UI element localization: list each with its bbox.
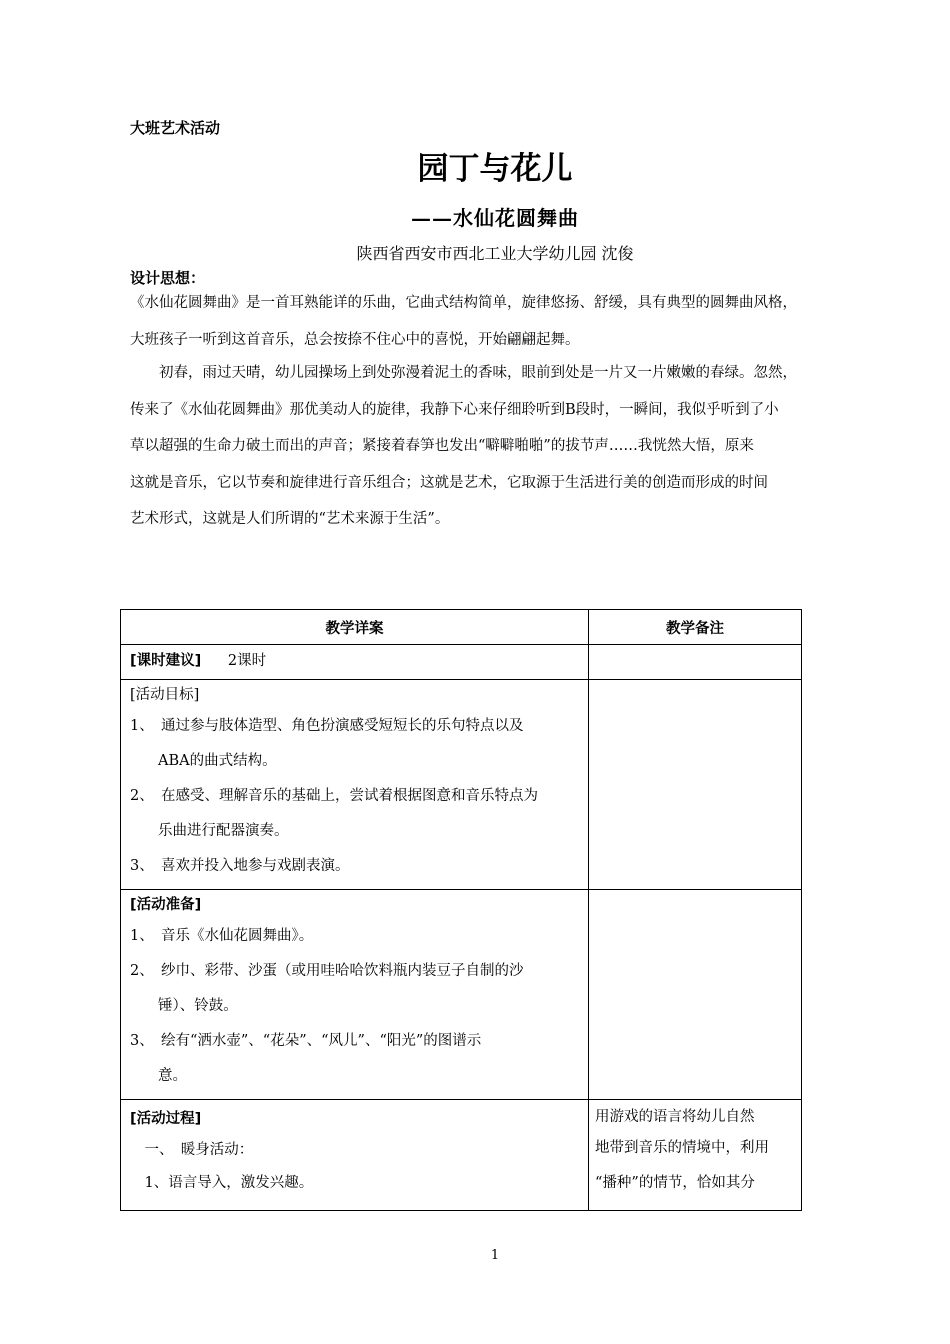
paragraph-line: 传来了《水仙花圆舞曲》那优美动人的旋律，我静下心来仔细聆听到B段时，一瞬间，我似乎听到了小 [130,401,779,418]
paragraph-line: 艺术形式，这就是人们所谓的“艺术来源于生活”。 [130,511,450,527]
list-item: 锤）、铃鼓。 [158,998,238,1014]
column-header-detail: 教学详案 [121,610,589,645]
paragraph-line: 初春，雨过天晴，幼儿园操场上到处弥漫着泥土的香味，眼前到处是一片又一片嫩嫩的春绿。忽然， [130,365,797,381]
preparation-label: [活动准备] [130,897,202,913]
list-item: ABA的曲式结构。 [158,753,277,769]
page-number: 1 [490,1248,500,1263]
objectives-note-cell [589,680,802,890]
process-cell [121,1100,589,1211]
objectives-label: [活动目标] [130,687,200,703]
list-item: 2、 纱巾、彩带、沙蛋（或用哇哈哈饮料瓶内装豆子自制的沙 [130,963,524,979]
list-item: 1、语言导入，激发兴趣。 [130,1175,314,1191]
paragraph-line: 草以超强的生命力破土而出的声音；紧接着春笋也发出“噼噼啪啪”的拔节声……我恍然大悟，原来 [130,438,754,454]
lesson-plan-table [120,609,802,1211]
hours-cell [121,645,589,680]
preparation-cell [121,890,589,1100]
preparation-note-cell [589,890,802,1100]
page-subtitle: ——水仙花圆舞曲 [411,206,579,230]
table-row-hours [121,645,802,680]
list-item: 1、 音乐《水仙花圆舞曲》。 [130,928,314,944]
design-heading: 设计思想： [130,269,206,287]
table-row-objectives [121,680,802,890]
note-line: “播种”的情节，恰如其分 [595,1175,755,1191]
paragraph-line: 这就是音乐，它以节奏和旋律进行音乐组合；这就是艺术，它取源于生活进行美的创造而形成的时间 [130,474,768,491]
page-title: 园丁与花儿 [417,151,573,187]
list-item: 1、 通过参与肢体造型、角色扮演感受短短长的乐句特点以及 [130,718,524,734]
objectives-cell [121,680,589,890]
paragraph-line: 《水仙花圆舞曲》是一首耳熟能详的乐曲，它曲式结构简单，旋律悠扬、舒缓，具有典型的圆舞曲风格， [130,295,797,311]
process-note-cell [589,1100,802,1211]
list-item: 乐曲进行配器演奏。 [158,823,289,839]
hours-label: [课时建议] [130,653,202,669]
table-row-process [121,1100,802,1211]
hours-value: 2课时 [227,653,267,669]
list-item: 2、 在感受、理解音乐的基础上，尝试着根据图意和音乐特点为 [130,788,538,804]
activity-category: 大班艺术活动 [130,119,221,137]
table-header-row [121,610,802,645]
design-paragraph-1 [130,285,870,358]
note-line: 地带到音乐的情境中，利用 [595,1140,769,1156]
column-header-notes: 教学备注 [589,610,802,645]
list-item: 3、 绘有“洒水壶”、“花朵”、“风儿”、“阳光”的图谱示 [130,1033,482,1049]
table-row-preparation [121,890,802,1100]
process-label: [活动过程] [130,1111,202,1127]
paragraph-line: 大班孩子一听到这首音乐，总会按捺不住心中的喜悦，开始翩翩起舞。 [130,331,580,348]
list-item: 意。 [158,1068,187,1084]
note-line: 用游戏的语言将幼儿自然 [595,1109,755,1125]
list-item: 3、 喜欢并投入地参与戏剧表演。 [130,858,350,874]
author-line: 陕西省西安市西北工业大学幼儿园 沈俊 [356,244,634,263]
design-paragraph-2 [130,355,870,538]
list-item: 一、 暖身活动： [130,1142,254,1158]
hours-note-cell [589,645,802,680]
